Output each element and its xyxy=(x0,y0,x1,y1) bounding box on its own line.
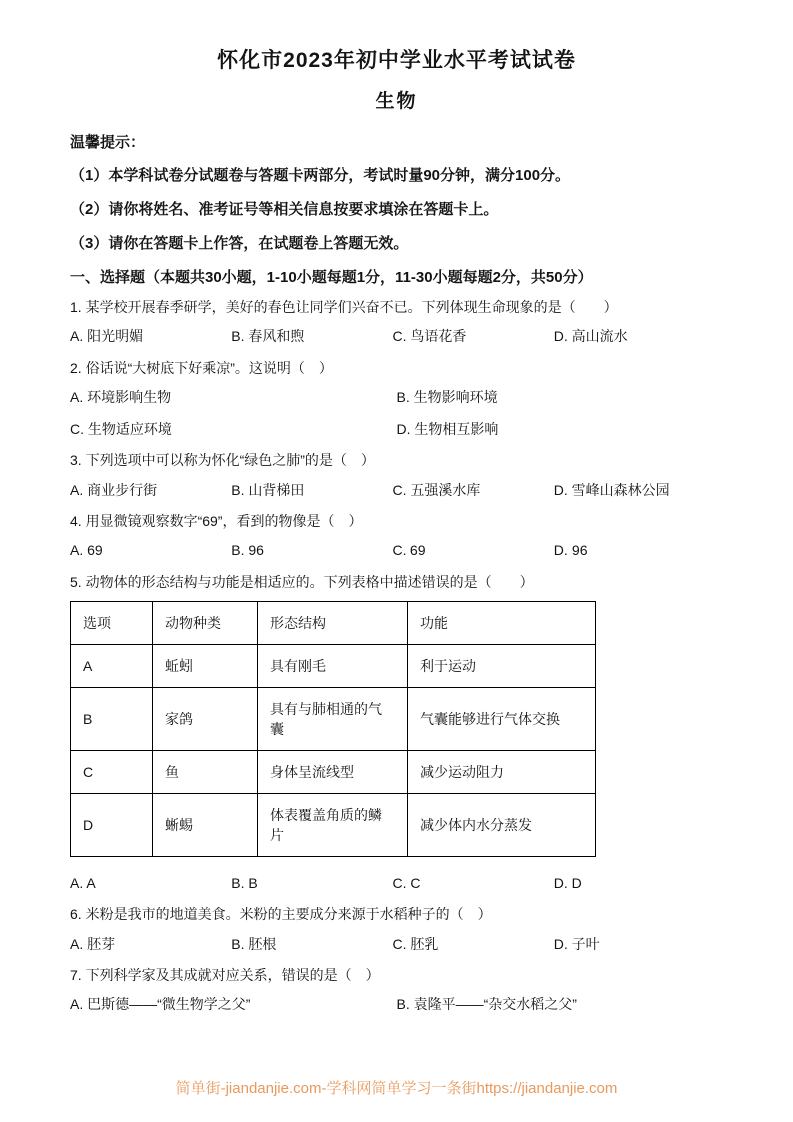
option-value-rotated: 96 xyxy=(571,542,588,559)
table-cell: 减少体内水分蒸发 xyxy=(408,793,596,856)
options-row xyxy=(70,873,723,893)
option-b: B. 袁隆平——“杂交水稻之父” xyxy=(396,996,577,1013)
option-c: C. 生物适应环境 xyxy=(70,421,172,438)
option-c: C. C xyxy=(392,874,421,891)
animal-structure-table xyxy=(70,601,596,857)
notice-heading: 温馨提示： xyxy=(70,134,146,151)
option-value-rotated: 69 xyxy=(410,542,426,559)
option-d: D. 高山流水 xyxy=(553,328,628,345)
question-4 xyxy=(70,511,723,561)
options-row xyxy=(70,326,723,346)
question-2 xyxy=(70,358,723,440)
notice-item-1: （1）本学科试卷分试题卷与答题卡两部分，考试时量90分钟，满分100分。 xyxy=(70,167,571,184)
question-stem: 4. 用显微镜观察数字“69”，看到的物像是（ ） xyxy=(70,513,363,530)
table-row xyxy=(71,793,596,856)
question-stem: 5. 动物体的形态结构与功能是相适应的。下列表格中描述错误的是（ ） xyxy=(70,573,534,590)
option-a: A. 商业步行街 xyxy=(70,481,158,498)
option-d: D. 雪峰山森林公园 xyxy=(553,481,670,498)
table-cell: 身体呈流线型 xyxy=(258,750,408,793)
table-row xyxy=(71,644,596,687)
option-b: B. 山背梯田 xyxy=(231,481,305,498)
option-b: B. 春风和煦 xyxy=(231,328,305,345)
option-a: A. 阳光明媚 xyxy=(70,328,144,345)
question-5 xyxy=(70,572,723,894)
options-row xyxy=(70,480,723,500)
option-b xyxy=(231,540,392,560)
option-a: A. 环境影响生物 xyxy=(70,388,172,405)
notice-item-2: （2）请你将姓名、准考证号等相关信息按要求填涂在答题卡上。 xyxy=(70,201,499,218)
table-cell: 利于运动 xyxy=(408,644,596,687)
option-a: A. A xyxy=(70,874,96,891)
table-cell: A xyxy=(71,644,153,687)
watermark-footer: 简单街-jiandanjie.com-学科网简单学习一条街https://jiandanjie.com xyxy=(175,1080,618,1097)
option-a: A. 胚芽 xyxy=(70,935,116,952)
option-d xyxy=(554,540,723,560)
option-value: 96 xyxy=(248,542,264,559)
table-cell: D xyxy=(71,793,153,856)
subject-title: 生物 xyxy=(375,91,418,112)
option-letter: A. xyxy=(70,542,84,559)
table-cell: B xyxy=(71,687,153,750)
question-1 xyxy=(70,297,723,347)
option-value: 69 xyxy=(87,542,103,559)
option-d: D. 子叶 xyxy=(553,935,600,952)
table-cell: 具有刚毛 xyxy=(258,644,408,687)
th-species: 动物种类 xyxy=(153,601,258,644)
option-letter: D. xyxy=(553,542,568,559)
question-stem: 2. 俗话说“大树底下好乘凉”。这说明（ ） xyxy=(70,359,333,376)
option-b: B. 生物影响环境 xyxy=(396,388,498,405)
question-3 xyxy=(70,450,723,500)
question-stem: 3. 下列选项中可以称为怀化“绿色之肺”的是（ ） xyxy=(70,452,375,469)
section-heading: 一、选择题（本题共30小题，1-10小题每题1分，11-30小题每题2分，共50分） xyxy=(70,269,593,286)
notice-section xyxy=(70,131,723,253)
table-row xyxy=(71,687,596,750)
table-cell: 蜥蜴 xyxy=(153,793,258,856)
table-cell: 体表覆盖角质的鳞片 xyxy=(258,793,408,856)
page-title: 怀化市2023年初中学业水平考试试卷 xyxy=(217,49,576,72)
table-cell: 气囊能够进行气体交换 xyxy=(408,687,596,750)
notice-item-3: （3）请你在答题卡上作答，在试题卷上答题无效。 xyxy=(70,235,409,252)
options-grid xyxy=(70,994,723,1014)
option-a xyxy=(70,540,231,560)
option-letter: C. xyxy=(392,542,407,559)
option-a: A. 巴斯德——“微生物学之父” xyxy=(70,996,251,1013)
table-header-row xyxy=(71,601,596,644)
option-c xyxy=(392,540,553,560)
option-b: B. 胚根 xyxy=(231,935,277,952)
table-cell: 具有与肺相通的气囊 xyxy=(258,687,408,750)
option-d: D. D xyxy=(553,874,582,891)
table-cell: C xyxy=(71,750,153,793)
option-d: D. 生物相互影响 xyxy=(396,421,499,438)
question-stem: 7. 下列科学家及其成就对应关系，错误的是（ ） xyxy=(70,966,380,983)
table-cell: 减少运动阻力 xyxy=(408,750,596,793)
question-6 xyxy=(70,904,723,954)
th-option: 选项 xyxy=(71,601,153,644)
option-c: C. 胚乳 xyxy=(392,935,439,952)
option-letter: B. xyxy=(231,542,245,559)
question-7 xyxy=(70,965,723,1015)
table-cell: 鱼 xyxy=(153,750,258,793)
options-grid xyxy=(70,387,723,440)
table-row xyxy=(71,750,596,793)
question-stem: 1. 某学校开展春季研学，美好的春色让同学们兴奋不已。下列体现生命现象的是（ ） xyxy=(70,299,618,315)
option-c: C. 鸟语花香 xyxy=(392,328,467,345)
table-cell: 蚯蚓 xyxy=(153,644,258,687)
th-structure: 形态结构 xyxy=(258,601,408,644)
question-stem: 6. 米粉是我市的地道美食。米粉的主要成分来源于水稻种子的（ ） xyxy=(70,906,492,923)
options-row xyxy=(70,934,723,954)
th-function: 功能 xyxy=(408,601,596,644)
table-cell: 家鸽 xyxy=(153,687,258,750)
option-b: B. B xyxy=(231,874,258,891)
options-row xyxy=(70,540,723,560)
option-c: C. 五强溪水库 xyxy=(392,481,481,498)
